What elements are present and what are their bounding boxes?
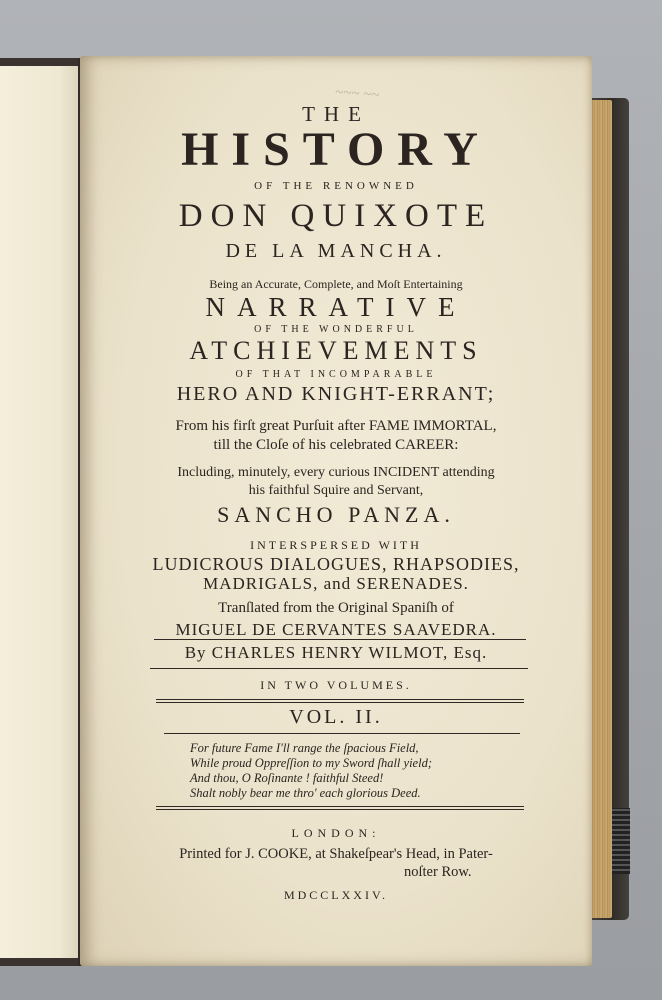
rule-above-vol (156, 699, 524, 703)
faithful-squire-line: his faithful Squire and Servant, (248, 483, 424, 498)
rule-below-author (150, 668, 528, 669)
till-the-close-line: till the Cloſe of his celebrated CAREER: (213, 437, 459, 453)
being-accurate-line: Being an Accurate, Complete, and Moſt Entertaining (209, 277, 463, 291)
of-that-incomparable: OF THAT INCOMPARABLE (235, 369, 437, 380)
rule-above-author (154, 639, 526, 640)
london-line: LONDON: (291, 826, 381, 840)
publication-date: MDCCLXXIV. (283, 888, 389, 902)
title-don-quixote: DON QUIXOTE (178, 198, 494, 234)
miguel-cervantes: MIGUEL DE CERVANTES SAAVEDRA. (175, 620, 497, 639)
noster-row-line: noſter Row. (404, 864, 472, 880)
of-the-wonderful: OF THE WONDERFUL (254, 324, 418, 335)
verse-line-2: While proud Oppreſſion to my Sword ſhall yield; (190, 756, 432, 770)
narrative-heading: NARRATIVE (205, 292, 467, 322)
interspersed-with: INTERSPERSED WITH (250, 538, 422, 552)
from-his-first-line: From his firſt great Purſuit after FAME IMMORTAL, (175, 418, 497, 434)
verse-line-3: And thou, O Roſinante ! faithful Steed! (190, 771, 384, 785)
verse-line-1: For future Fame I'll range the ſpacious Field, (190, 741, 419, 755)
ludicrous-dialogues: LUDICROUS DIALOGUES, RHAPSODIES, (152, 554, 520, 574)
rule-above-verse (164, 733, 520, 734)
title-page (80, 56, 592, 966)
rule-below-verse (156, 806, 524, 810)
left-blank-page (0, 66, 84, 958)
hero-and-knight-errant: HERO AND KNIGHT-ERRANT; (176, 383, 496, 405)
title-the: THE (302, 102, 370, 126)
atchievements-heading: ATCHIEVEMENTS (189, 336, 483, 365)
pencil-mark: ~~~ ~~ (334, 84, 380, 104)
author-line: By CHARLES HENRY WILMOT, Esq. (184, 643, 488, 662)
of-the-renowned: OF THE RENOWNED (254, 180, 418, 192)
in-two-volumes: IN TWO VOLUMES. (260, 678, 412, 692)
translated-line: Tranſlated from the Original Spaniſh of (218, 600, 454, 616)
spine-band (612, 808, 630, 874)
title-history: HISTORY (181, 123, 491, 176)
verse-line-4: Shalt nobly bear me thro' each glorious Deed. (190, 786, 421, 800)
sancho-panza: SANCHO PANZA. (217, 502, 455, 527)
including-line: Including, minutely, every curious INCIDENT attending (177, 465, 495, 480)
volume-number: VOL. II. (289, 706, 383, 728)
title-de-la-mancha: DE LA MANCHA. (225, 240, 447, 262)
madrigals-serenades: MADRIGALS, and SERENADES. (203, 574, 469, 593)
printed-for-line: Printed for J. COOKE, at Shakeſpear's Head, in Pater- (179, 846, 493, 862)
